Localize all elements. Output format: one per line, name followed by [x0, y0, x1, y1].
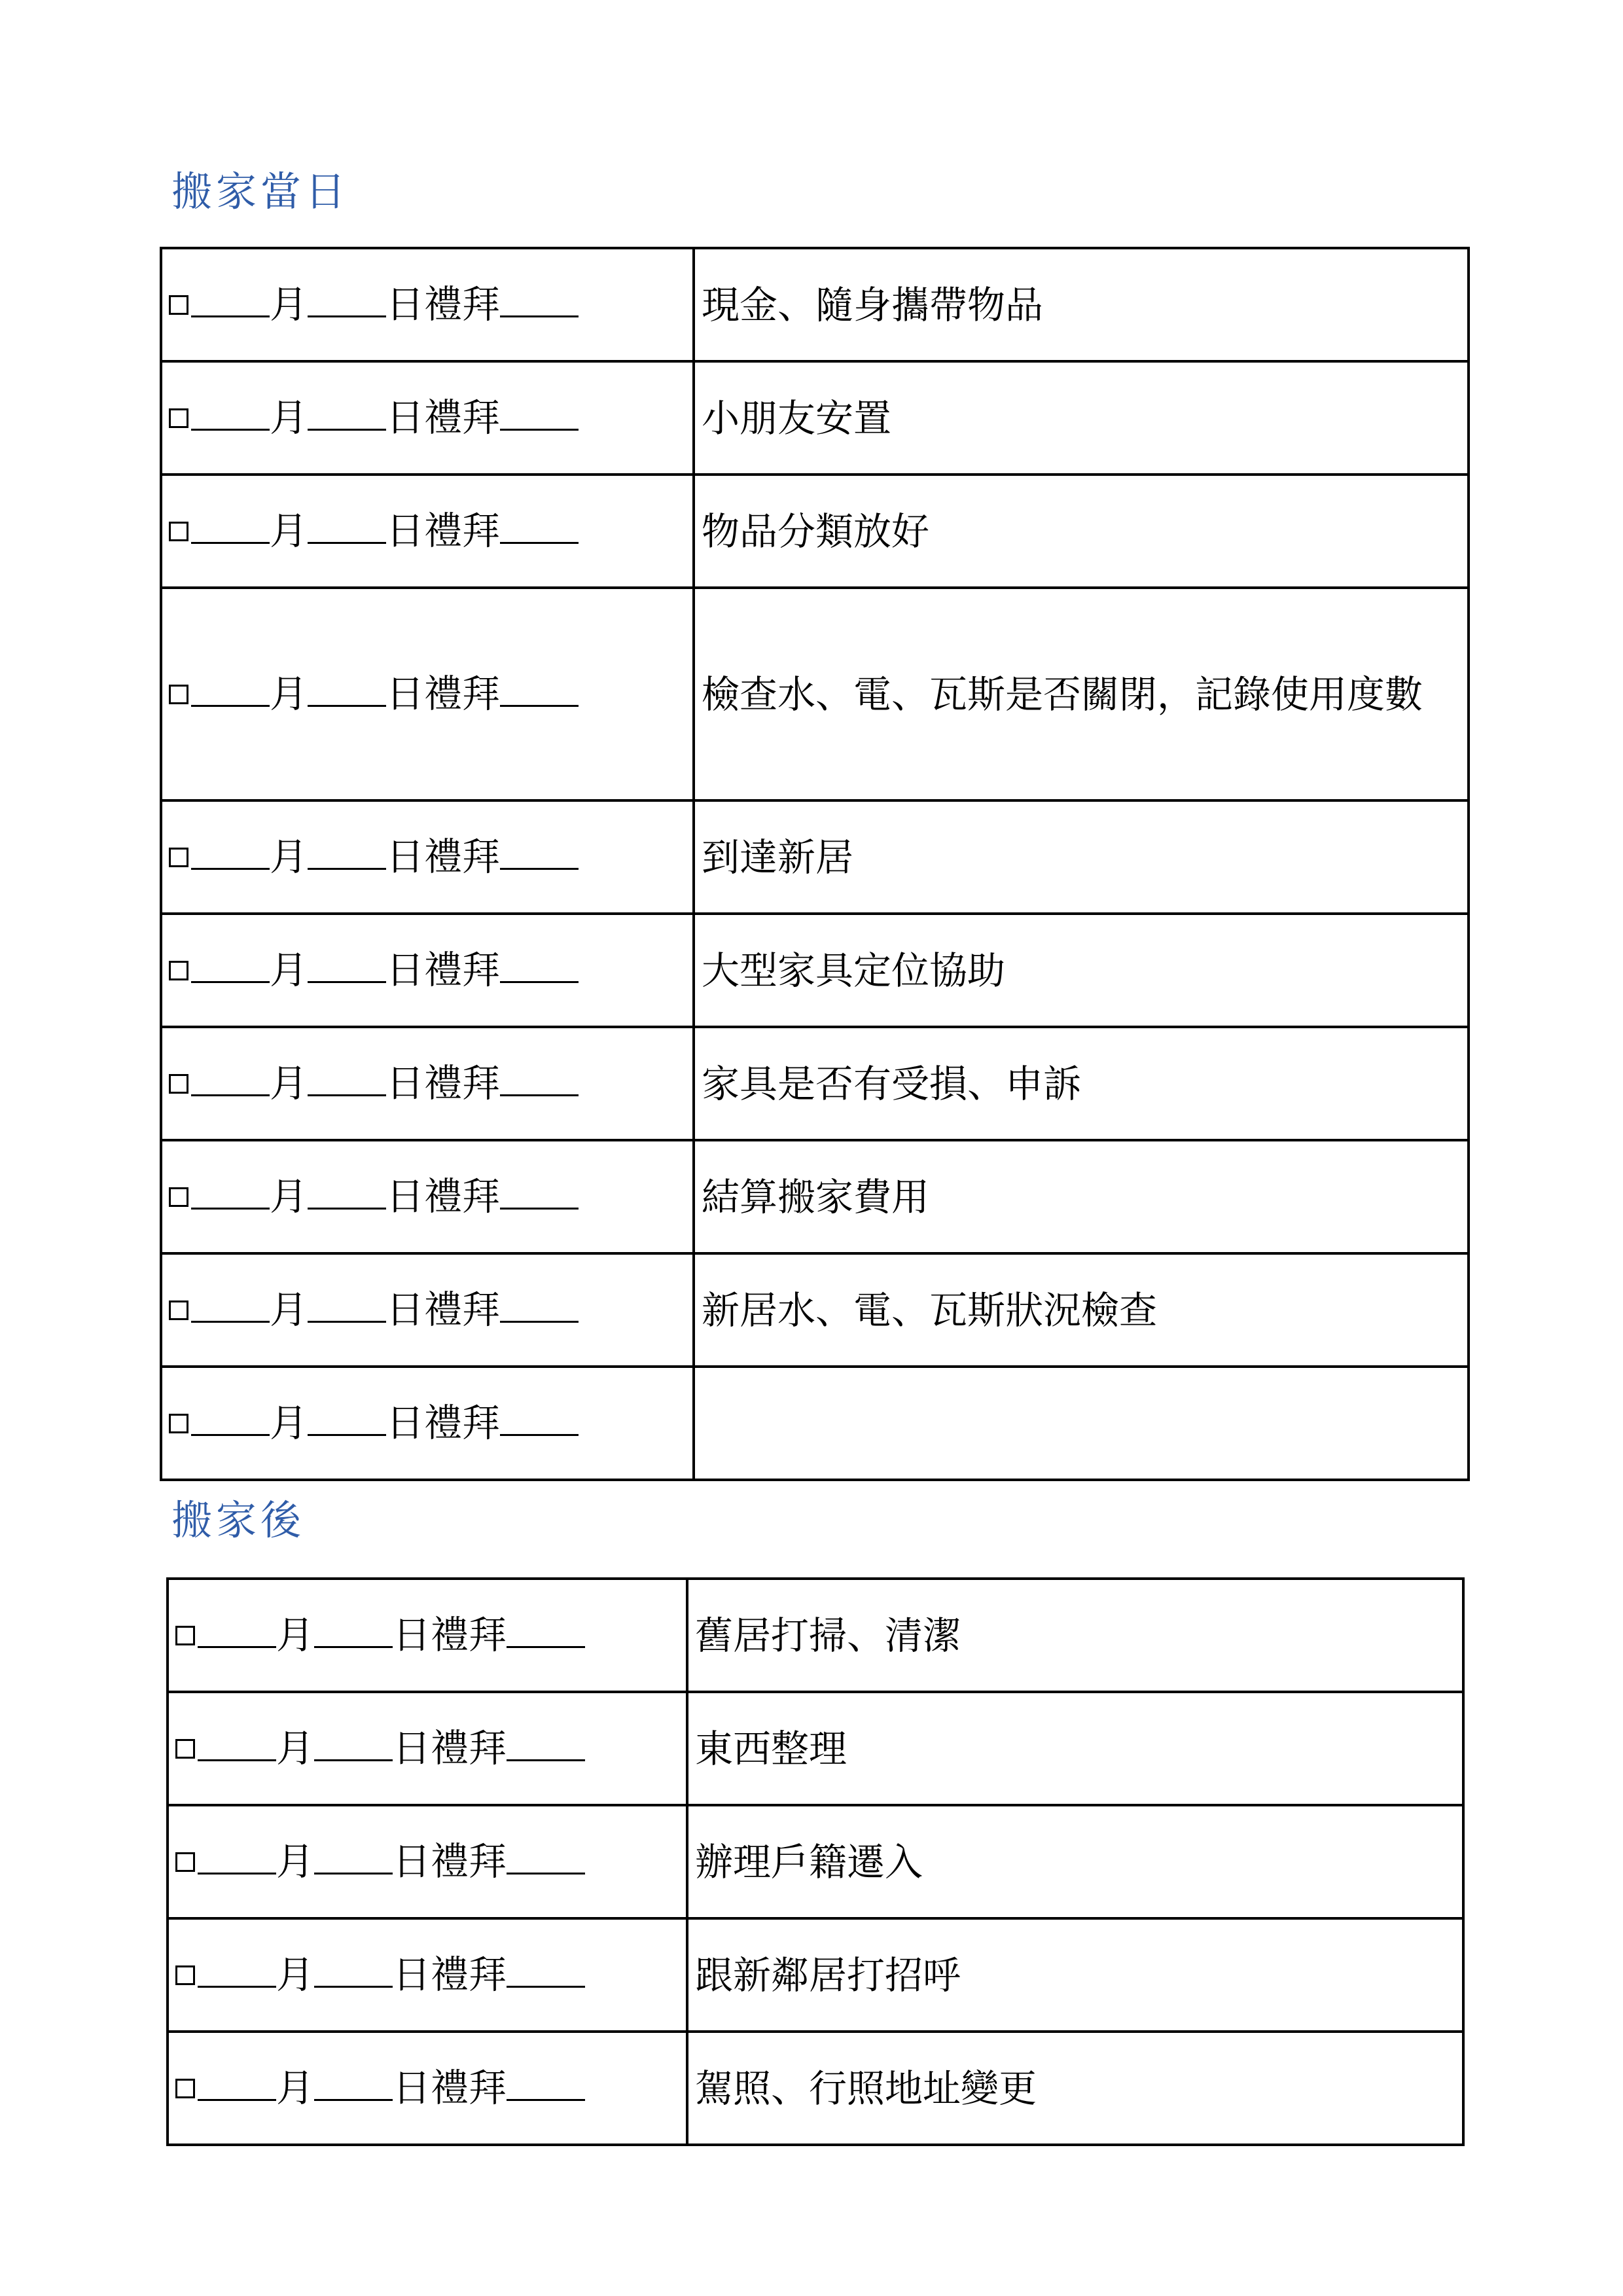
weekday-blank[interactable] [500, 980, 579, 983]
weekday-blank[interactable] [500, 1320, 579, 1323]
day-weekday-label: 日禮拜 [393, 1952, 507, 1997]
day-weekday-label: 日禮拜 [386, 1174, 501, 1219]
date-cell [168, 1918, 687, 2032]
checkbox-icon[interactable] [175, 1739, 195, 1759]
table-row [168, 2032, 1463, 2145]
date-cell [168, 2032, 687, 2145]
weekday-blank[interactable] [507, 1985, 585, 1988]
checkbox-icon[interactable] [169, 408, 188, 428]
date-line [169, 1174, 686, 1220]
day-blank[interactable] [314, 1985, 393, 1988]
checkbox-icon[interactable] [175, 2079, 195, 2098]
month-label: 月 [270, 1174, 308, 1219]
checklist-body [168, 1579, 1463, 2145]
weekday-blank[interactable] [500, 1433, 579, 1436]
checkbox-icon[interactable] [169, 685, 188, 704]
day-weekday-label: 日禮拜 [386, 395, 501, 440]
task-cell [694, 248, 1469, 361]
checkbox-icon[interactable] [169, 1414, 188, 1433]
task-text: 現金、隨身攜帶物品 [702, 282, 1044, 327]
day-blank[interactable] [314, 1759, 393, 1761]
date-line [169, 1401, 686, 1446]
task-cell [687, 1918, 1463, 2032]
date-line [169, 834, 686, 880]
table-row [161, 248, 1469, 361]
month-blank[interactable] [191, 541, 270, 544]
month-label: 月 [270, 1287, 308, 1332]
date-line [169, 282, 686, 328]
table-row [161, 914, 1469, 1027]
table-row [161, 1027, 1469, 1140]
month-label: 月 [276, 2065, 315, 2110]
checkbox-icon[interactable] [169, 1074, 188, 1094]
task-cell [694, 1367, 1469, 1480]
date-line [169, 1061, 686, 1107]
month-label: 月 [270, 508, 308, 553]
checkbox-icon[interactable] [169, 961, 188, 980]
task-cell [687, 1579, 1463, 1692]
month-blank[interactable] [198, 1645, 276, 1648]
day-weekday-label: 日禮拜 [386, 1287, 501, 1332]
day-weekday-label: 日禮拜 [386, 834, 501, 879]
task-text: 物品分類放好 [702, 509, 930, 554]
day-weekday-label: 日禮拜 [386, 1400, 501, 1445]
weekday-blank[interactable] [507, 2098, 585, 2101]
task-cell [694, 914, 1469, 1027]
section-title-after-moving: 搬家後 [171, 1496, 306, 1544]
task-cell [694, 361, 1469, 475]
month-blank[interactable] [198, 1872, 276, 1874]
date-line [169, 509, 686, 554]
date-line [175, 1613, 679, 1659]
section-title-moving-day: 搬家當日 [171, 168, 350, 215]
checkbox-icon[interactable] [175, 1626, 195, 1645]
day-blank[interactable] [308, 428, 386, 431]
day-weekday-label: 日禮拜 [393, 1725, 507, 1770]
month-label: 月 [270, 281, 308, 327]
task-text: 舊居打掃、清潔 [695, 1613, 961, 1658]
day-weekday-label: 日禮拜 [393, 1612, 507, 1657]
month-label: 月 [276, 1839, 315, 1884]
date-cell [161, 800, 694, 914]
task-cell [694, 1253, 1469, 1367]
month-blank[interactable] [191, 1094, 270, 1096]
task-text: 駕照、行照地址變更 [695, 2066, 1037, 2111]
table-row [161, 1253, 1469, 1367]
date-cell [168, 1805, 687, 1918]
table-row [161, 475, 1469, 588]
day-blank[interactable] [308, 1433, 386, 1436]
day-blank[interactable] [308, 541, 386, 544]
day-weekday-label: 日禮拜 [386, 671, 501, 716]
weekday-blank[interactable] [500, 428, 579, 431]
table-row [161, 800, 1469, 914]
table-row [161, 1140, 1469, 1253]
month-blank[interactable] [191, 315, 270, 317]
day-blank[interactable] [314, 2098, 393, 2101]
day-weekday-label: 日禮拜 [386, 508, 501, 553]
month-blank[interactable] [191, 980, 270, 983]
date-cell [161, 361, 694, 475]
task-text: 東西整理 [695, 1726, 847, 1771]
date-cell [161, 1027, 694, 1140]
task-text: 新居水、電、瓦斯狀況檢查 [702, 1287, 1158, 1333]
month-label: 月 [270, 395, 308, 440]
task-cell [694, 1027, 1469, 1140]
day-blank[interactable] [308, 1320, 386, 1323]
month-label: 月 [276, 1725, 315, 1770]
task-cell [687, 1692, 1463, 1805]
date-cell [161, 1140, 694, 1253]
checkbox-icon[interactable] [169, 1300, 188, 1320]
month-label: 月 [270, 671, 308, 716]
day-weekday-label: 日禮拜 [393, 2065, 507, 2110]
day-blank[interactable] [308, 1094, 386, 1096]
month-label: 月 [276, 1952, 315, 1997]
day-weekday-label: 日禮拜 [386, 1060, 501, 1105]
month-blank[interactable] [198, 1759, 276, 1761]
date-line [175, 2066, 679, 2111]
month-blank[interactable] [191, 867, 270, 870]
weekday-blank[interactable] [500, 541, 579, 544]
month-blank[interactable] [191, 704, 270, 707]
task-text: 大型家具定位協助 [702, 948, 1006, 993]
table-row [168, 1692, 1463, 1805]
table-row [168, 1805, 1463, 1918]
checkbox-icon[interactable] [169, 1187, 188, 1207]
date-cell [161, 1367, 694, 1480]
task-cell [687, 1805, 1463, 1918]
date-line [169, 948, 686, 994]
day-blank[interactable] [314, 1872, 393, 1874]
checkbox-icon[interactable] [169, 848, 188, 867]
weekday-blank[interactable] [507, 1759, 585, 1761]
weekday-blank[interactable] [500, 704, 579, 707]
checklist-body [161, 248, 1469, 1480]
day-blank[interactable] [308, 980, 386, 983]
task-text: 檢查水、電、瓦斯是否關閉，記錄使用度數 [702, 672, 1423, 717]
day-weekday-label: 日禮拜 [386, 947, 501, 992]
table-row [161, 1367, 1469, 1480]
checkbox-icon[interactable] [169, 522, 188, 541]
date-line [175, 1726, 679, 1772]
task-cell [694, 475, 1469, 588]
date-cell [161, 248, 694, 361]
day-blank[interactable] [308, 315, 386, 317]
date-cell [168, 1692, 687, 1805]
month-label: 月 [270, 947, 308, 992]
task-text: 結算搬家費用 [702, 1174, 930, 1219]
day-blank[interactable] [308, 704, 386, 707]
month-blank[interactable] [191, 1320, 270, 1323]
day-blank[interactable] [308, 867, 386, 870]
task-text: 辦理戶籍遷入 [695, 1839, 923, 1884]
month-label: 月 [270, 834, 308, 879]
date-cell [161, 1253, 694, 1367]
weekday-blank[interactable] [507, 1872, 585, 1874]
month-blank[interactable] [191, 1207, 270, 1210]
weekday-blank[interactable] [500, 1094, 579, 1096]
date-line [169, 672, 686, 717]
month-blank[interactable] [191, 1433, 270, 1436]
date-cell [161, 914, 694, 1027]
table-row [161, 588, 1469, 800]
task-text: 小朋友安置 [702, 395, 892, 440]
day-weekday-label: 日禮拜 [386, 281, 501, 327]
table-row [168, 1579, 1463, 1692]
month-label: 月 [276, 1612, 315, 1657]
day-blank[interactable] [308, 1207, 386, 1210]
checkbox-icon[interactable] [175, 1852, 195, 1872]
task-text: 到達新居 [702, 834, 854, 880]
table-row [168, 1918, 1463, 2032]
date-line [169, 1287, 686, 1333]
checkbox-icon[interactable] [175, 1965, 195, 1985]
date-line [169, 395, 686, 441]
table-row [161, 361, 1469, 475]
date-cell [161, 588, 694, 800]
month-blank[interactable] [191, 428, 270, 431]
checkbox-icon[interactable] [169, 295, 188, 315]
month-blank[interactable] [198, 2098, 276, 2101]
month-label: 月 [270, 1060, 308, 1105]
day-blank[interactable] [314, 1645, 393, 1648]
month-blank[interactable] [198, 1985, 276, 1988]
task-cell [687, 2032, 1463, 2145]
month-label: 月 [270, 1400, 308, 1445]
task-text: 家具是否有受損、申訴 [702, 1061, 1082, 1106]
date-line [175, 1952, 679, 1998]
moving-day-checklist [160, 247, 1470, 1481]
date-cell [161, 475, 694, 588]
task-cell [694, 588, 1469, 800]
weekday-blank[interactable] [500, 867, 579, 870]
date-line [175, 1839, 679, 1885]
task-text: 跟新鄰居打招呼 [695, 1952, 961, 1998]
weekday-blank[interactable] [500, 315, 579, 317]
day-weekday-label: 日禮拜 [393, 1839, 507, 1884]
weekday-blank[interactable] [507, 1645, 585, 1648]
weekday-blank[interactable] [500, 1207, 579, 1210]
after-moving-checklist [166, 1577, 1465, 2146]
task-cell [694, 800, 1469, 914]
task-cell [694, 1140, 1469, 1253]
date-cell [168, 1579, 687, 1692]
